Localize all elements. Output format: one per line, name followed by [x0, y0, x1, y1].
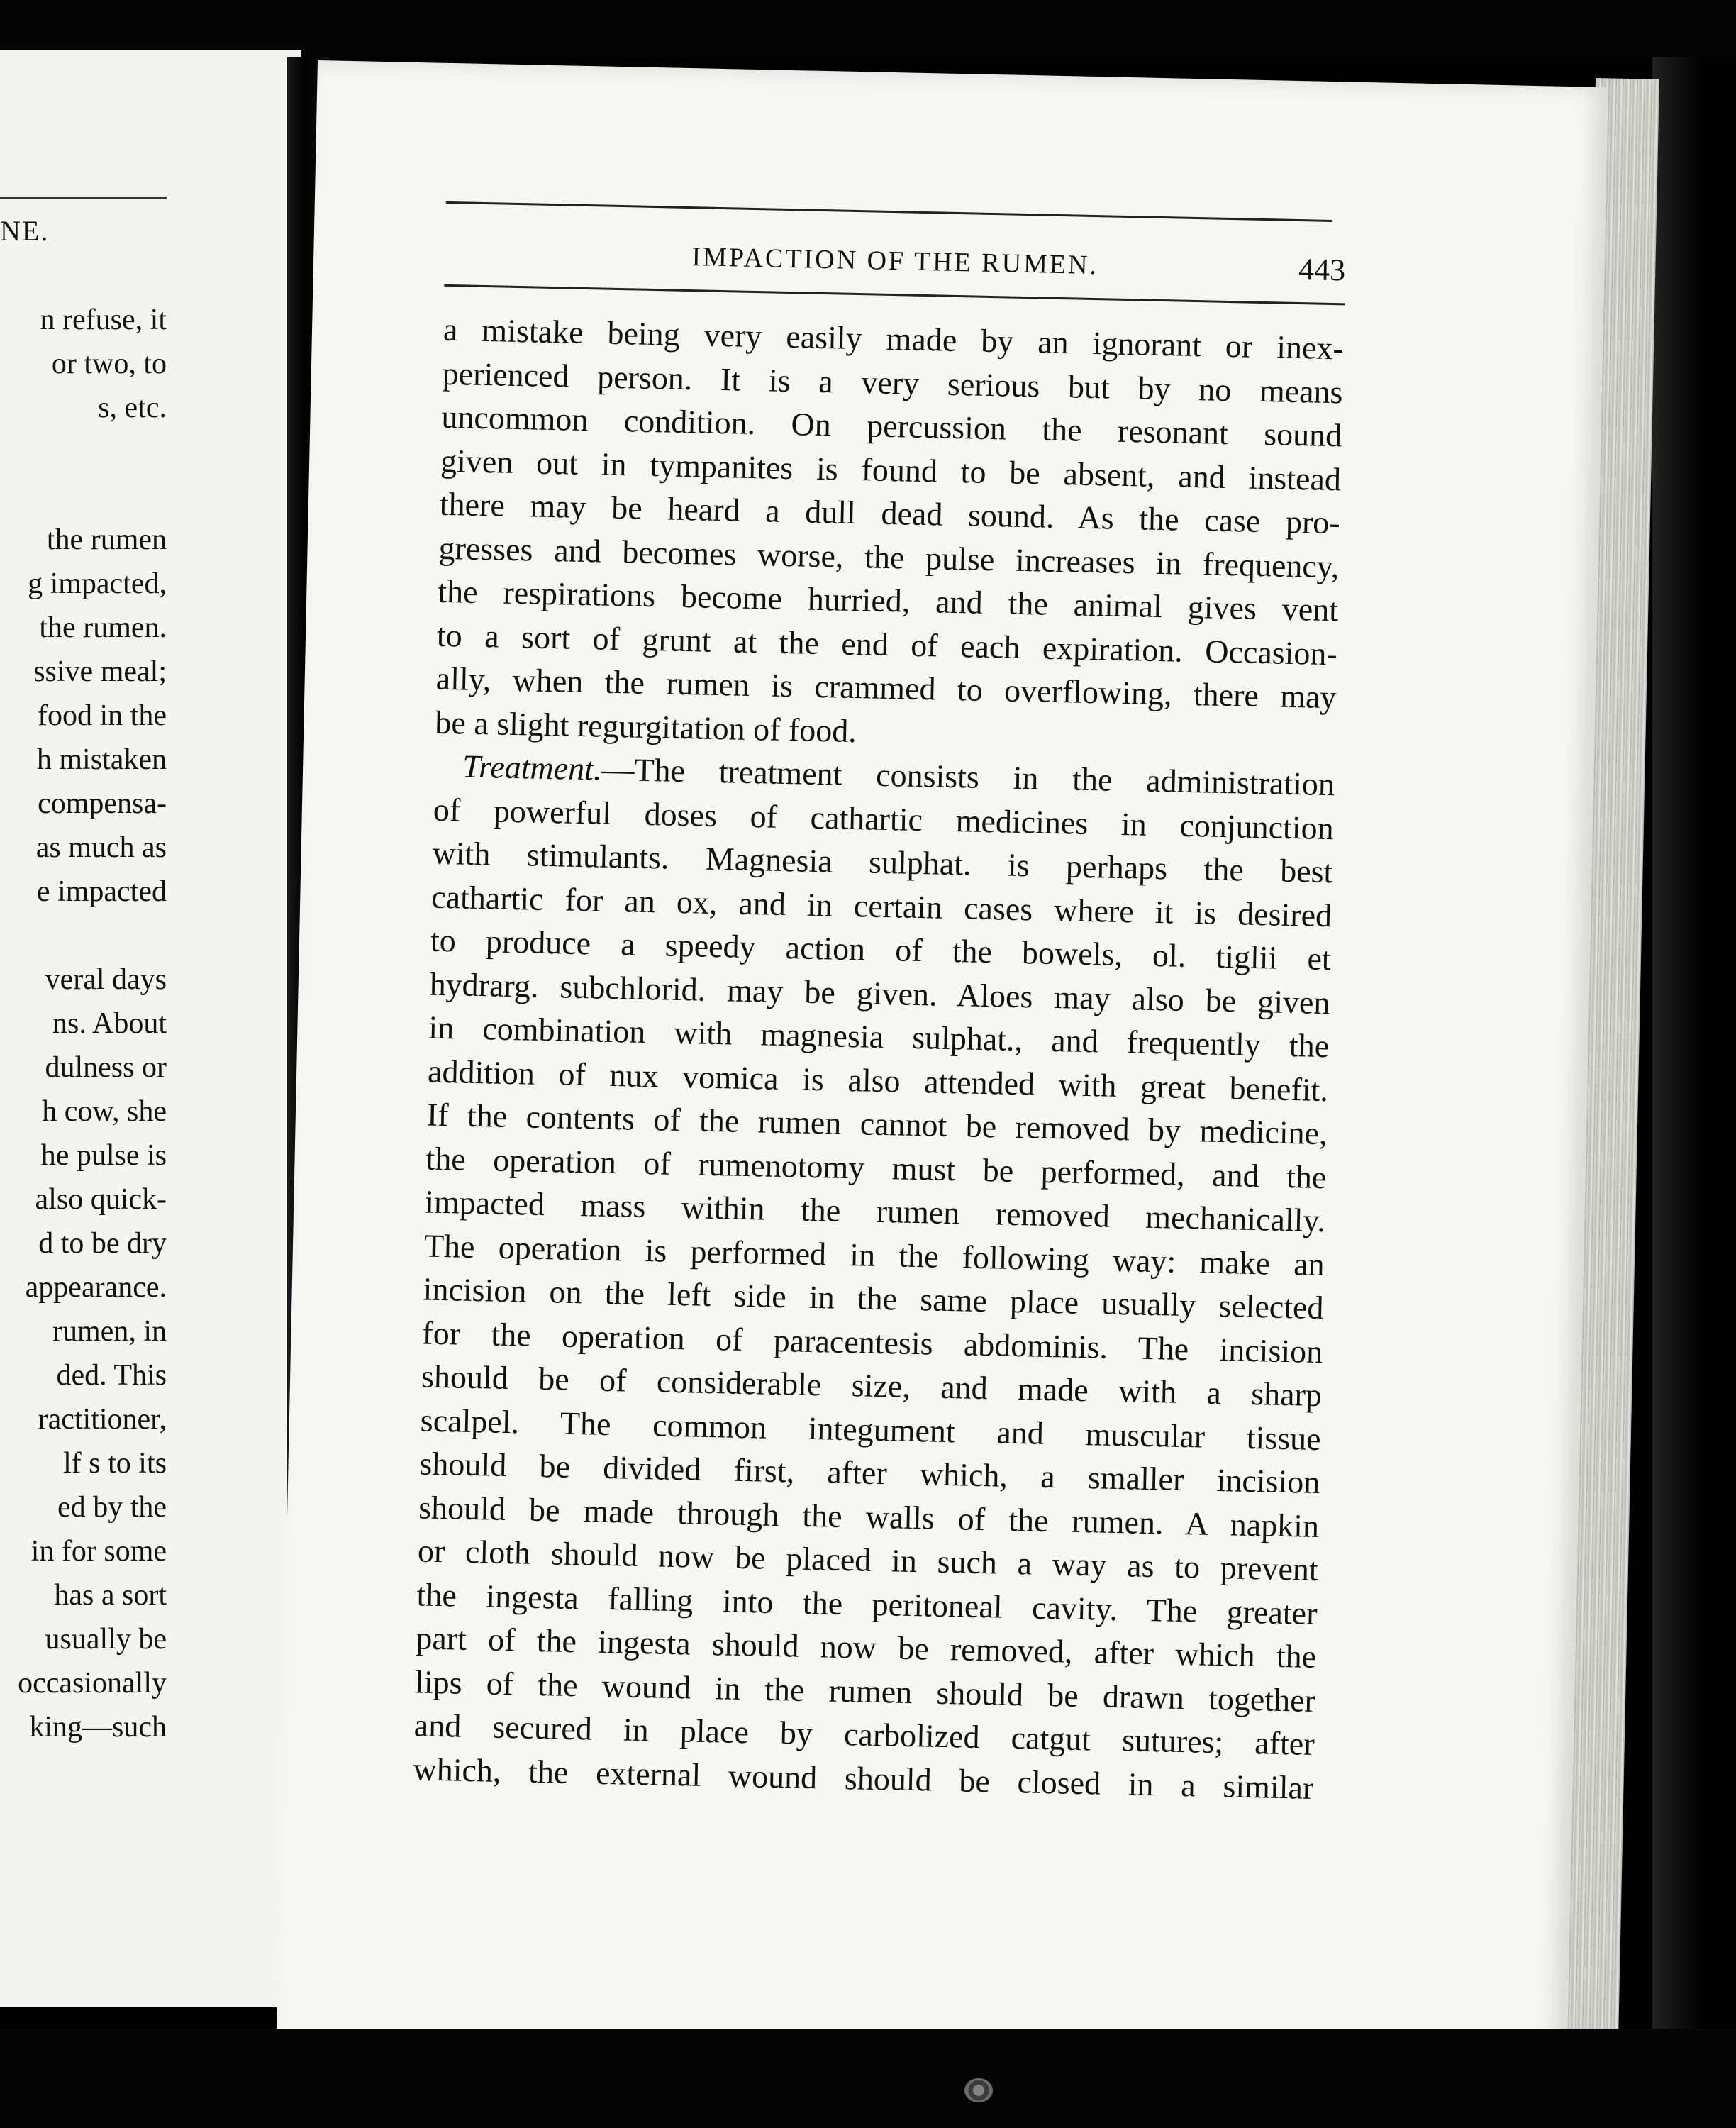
left-page-line [0, 474, 167, 518]
text-line: a mistake being very easily made by an ignorant or inex- [443, 311, 1345, 367]
text-line: for the operation of paracentesis abdominis. The incision [421, 1314, 1323, 1370]
left-page-line: e impacted [36, 875, 167, 908]
text-line: or cloth should now be placed in such a way as to prevent [417, 1532, 1319, 1588]
text-line: the respirations become hurried, and the animal gives vent [437, 572, 1339, 628]
scan-bottom-border [0, 2029, 1736, 2128]
text-line: should be divided first, after which, a smaller incision [419, 1445, 1320, 1501]
text-line: addition of nux vomica is also attended with great benefit. [427, 1053, 1329, 1108]
left-page-line: h mistaken [36, 743, 167, 776]
left-facing-page [0, 50, 301, 2007]
left-page-line [0, 914, 167, 958]
left-page-line: compensa- [38, 787, 167, 820]
running-title: IMPACTION OF THE RUMEN. [691, 242, 1099, 281]
treatment-first-line: —The treatment consists in the administration [601, 750, 1335, 803]
text-line: perienced person. It is a very serious but by no means [442, 355, 1344, 410]
text-line: gresses and becomes worse, the pulse increases in frequency, [438, 529, 1340, 584]
scan-right-border [1652, 57, 1736, 2128]
left-page-line: occasionally [18, 1667, 167, 1700]
text-line: given out in tympanites is found to be absent, and instead [440, 442, 1342, 497]
left-page-line: s, etc. [98, 392, 167, 424]
running-head [445, 233, 1346, 295]
text-line: be a slight regurgitation of food. [434, 704, 857, 749]
text-line: the ingesta falling into the peritoneal cavity. The greater [416, 1575, 1318, 1631]
left-page-line: veral days [45, 963, 167, 996]
text-line: there may be heard a dull dead sound. As the case pro- [439, 485, 1341, 541]
text-line: lips of the wound in the rumen should be drawn together [414, 1663, 1316, 1719]
left-page-line [0, 430, 167, 474]
text-line: of powerful doses of cathartic medicines in conjunction [433, 791, 1335, 846]
text-line: in combination with magnesia sulphat., and frequently the [428, 1009, 1330, 1065]
text-line: uncommon condition. On percussion the resonant sound [440, 398, 1342, 454]
text-line: the operation of rumenotomy must be performed, and the [425, 1140, 1327, 1195]
top-rule [446, 201, 1332, 222]
text-line: to produce a speedy action of the bowels, ol. tiglii et [430, 921, 1332, 977]
body-text [413, 308, 1345, 1810]
treatment-label: Treatment. [462, 748, 603, 787]
left-page-line: ed by the [57, 1491, 167, 1524]
scan-top-border [0, 0, 1736, 57]
text-line: The operation is performed in the following way: make an [423, 1227, 1325, 1282]
book-page [276, 60, 1608, 2080]
text-line: should be of considerable size, and made with a sharp [421, 1358, 1323, 1414]
left-page-line: ractitioner, [38, 1403, 167, 1436]
left-page-line: rumen, in [52, 1315, 167, 1348]
text-line: and secured in place by carbolized catgut sutures; after [413, 1707, 1315, 1762]
text-line: with stimulants. Magnesia sulphat. is perhaps the best [432, 834, 1333, 890]
left-page-line: usually be [45, 1623, 167, 1656]
left-page-line: dulness or [45, 1051, 167, 1084]
text-line: which, the external wound should be closed in a similar [413, 1750, 1314, 1806]
left-page-line: ns. About [52, 1007, 167, 1040]
left-page-header-fragment: NE. [0, 215, 50, 247]
left-page-line: the rumen [46, 523, 167, 556]
left-page-line: h cow, she [42, 1095, 167, 1128]
left-page-line: ded. This [56, 1359, 167, 1392]
text-line: hydrarg. subchlorid. may be given. Aloes may also be given [429, 965, 1331, 1021]
left-page-line: ssive meal; [33, 655, 167, 688]
left-page-line: he pulse is [40, 1139, 167, 1172]
text-line: to a sort of grunt at the end of each expiration. Occasion- [436, 616, 1338, 672]
text-line: impacted mass within the rumen removed mechanically. [424, 1183, 1326, 1239]
left-page-line: n refuse, it [40, 304, 167, 336]
text-line: If the contents of the rumen cannot be removed by medicine, [426, 1096, 1328, 1152]
left-page-line: appearance. [25, 1271, 167, 1304]
left-page-header-rule [0, 197, 167, 199]
page-number: 443 [1298, 252, 1346, 288]
left-page-line: d to be dry [38, 1227, 167, 1260]
text-line: should be made through the walls of the rumen. A napkin [418, 1488, 1320, 1544]
text-line: part of the ingesta should now be removed, after which the [415, 1619, 1317, 1675]
scanner-mark-icon [964, 2078, 993, 2102]
text-line: scalpel. The common integument and muscular tissue [420, 1401, 1322, 1457]
text-line: ally, when the rumen is crammed to overflowing, there may [435, 660, 1337, 716]
text-line: cathartic for an ox, and in certain cases where it is desired [430, 878, 1332, 933]
left-page-line: or two, to [51, 348, 167, 380]
left-page-line: has a sort [54, 1579, 167, 1612]
left-page-line: in for some [30, 1535, 167, 1568]
left-page-text [0, 298, 167, 1749]
left-page-line: g impacted, [28, 567, 167, 600]
left-page-line: as much as [35, 831, 167, 864]
left-page-line: also quick- [35, 1183, 167, 1216]
left-page-line: king—such [29, 1711, 167, 1744]
left-page-line: food in the [38, 699, 167, 732]
left-page-line: the rumen. [39, 611, 167, 644]
left-page-line: lf s to its [63, 1447, 167, 1480]
text-line: incision on the left side in the same place usually selected [423, 1270, 1325, 1326]
